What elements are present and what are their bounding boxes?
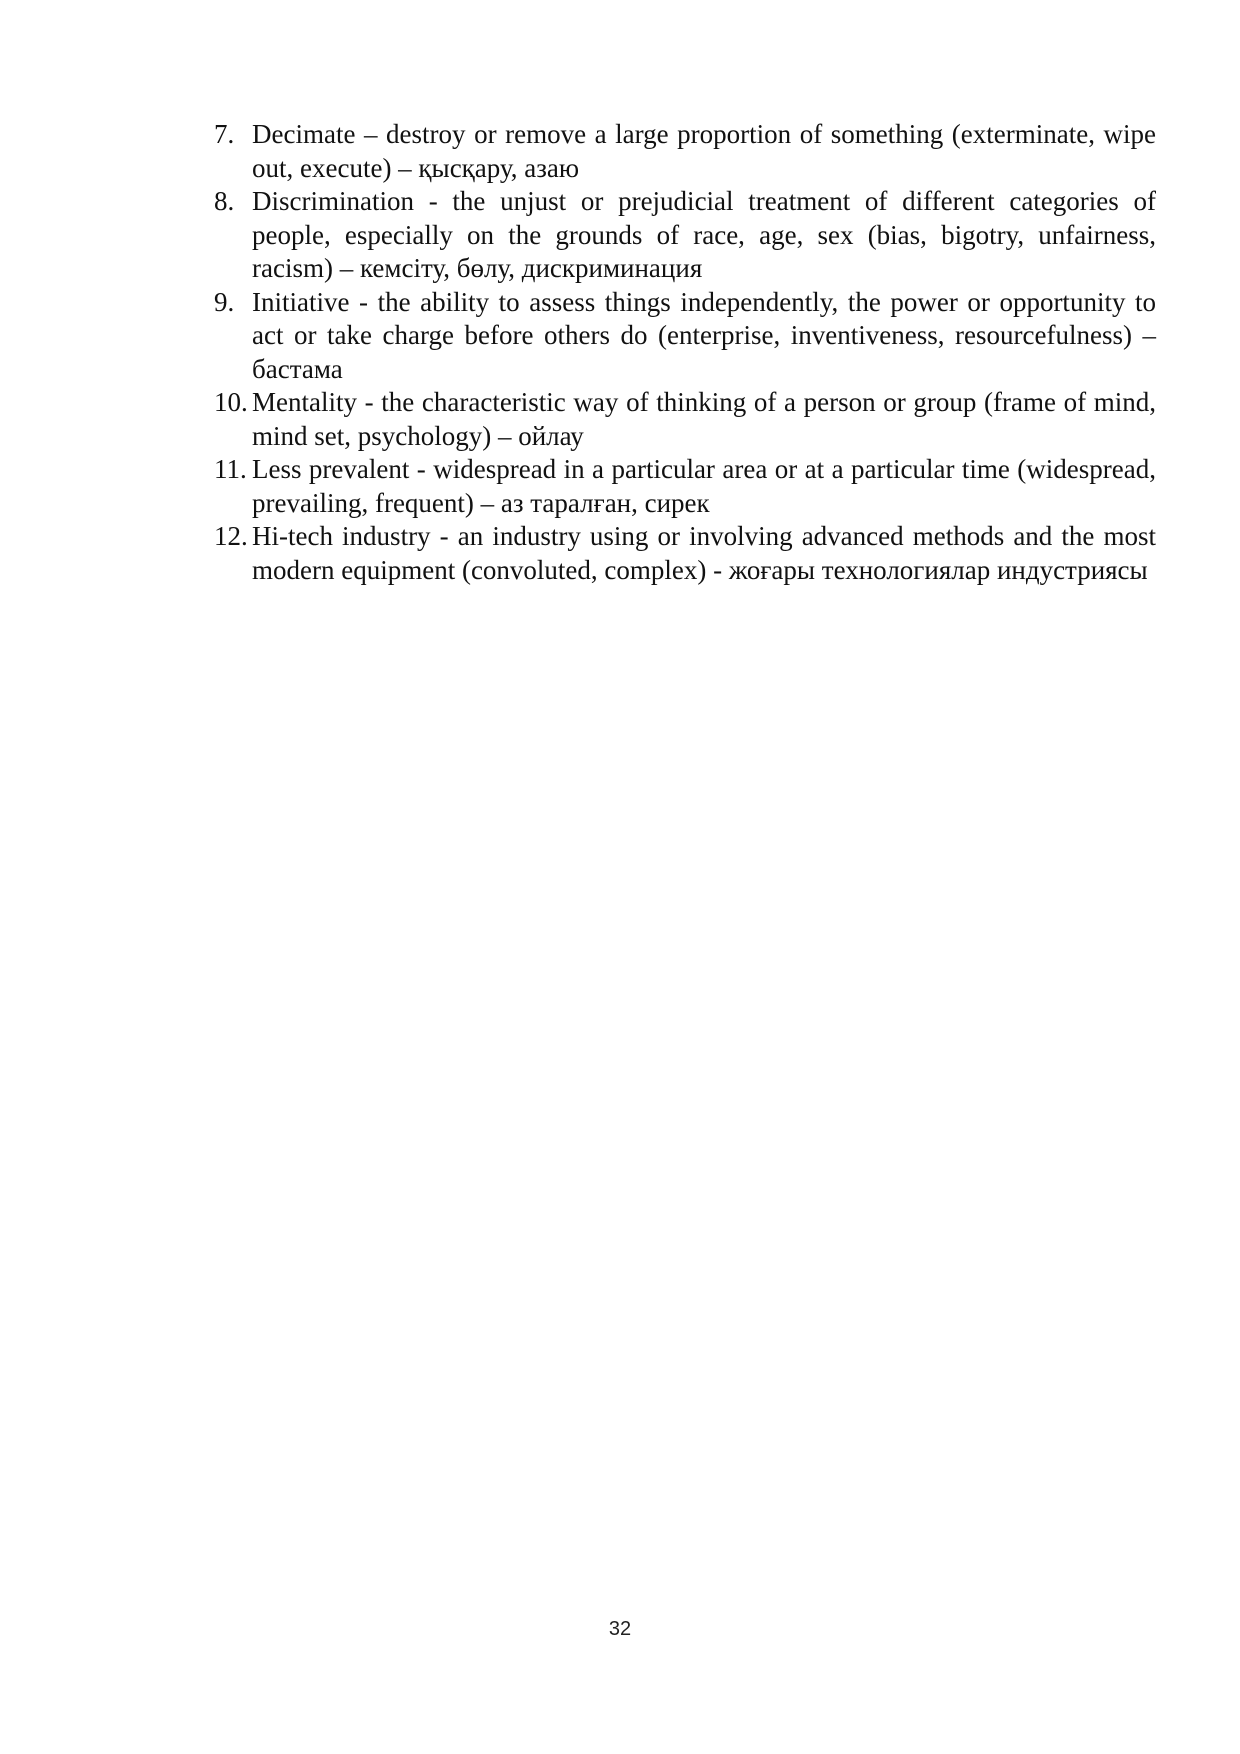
list-item xyxy=(214,286,1156,387)
item-number: 12. xyxy=(214,521,248,551)
list-item xyxy=(214,118,1156,185)
item-definition: Decimate – destroy or remove a large proportion of something (exterminate, wipe out, execute) – қысқару, азаю xyxy=(252,119,1156,183)
list-item xyxy=(214,185,1156,286)
item-definition: Discrimination - the unjust or prejudicial treatment of different categories of people, especially on the grounds of race, age, sex (bias, bigotry, unfairness, racism) – кемсіту, бөлу, дискриминация xyxy=(252,186,1156,283)
item-definition: Hi-tech industry - an industry using or involving advanced methods and the most modern equipment (convoluted, complex) - жоғары технологиялар индустриясы xyxy=(252,521,1156,585)
item-number: 8. xyxy=(214,186,235,216)
list-item xyxy=(214,520,1156,587)
list-item xyxy=(214,453,1156,520)
item-number: 7. xyxy=(214,119,235,149)
item-number: 11. xyxy=(214,454,247,484)
vocabulary-list xyxy=(214,118,1156,587)
item-number: 10. xyxy=(214,387,248,417)
page-number: 32 xyxy=(608,1618,632,1640)
item-definition: Initiative - the ability to assess things independently, the power or opportunity to act or take charge before others do (enterprise, inventiveness, resourcefulness) – бастама xyxy=(252,286,1156,384)
item-definition: Less prevalent - widespread in a particular area or at a particular time (widespread, prevailing, frequent) – аз таралған, сирек xyxy=(252,454,1156,518)
item-definition: Mentality - the characteristic way of thinking of a person or group (frame of mind, mind set, psychology) – ойлау xyxy=(252,387,1156,451)
list-item xyxy=(214,386,1156,453)
item-number: 9. xyxy=(214,286,235,317)
